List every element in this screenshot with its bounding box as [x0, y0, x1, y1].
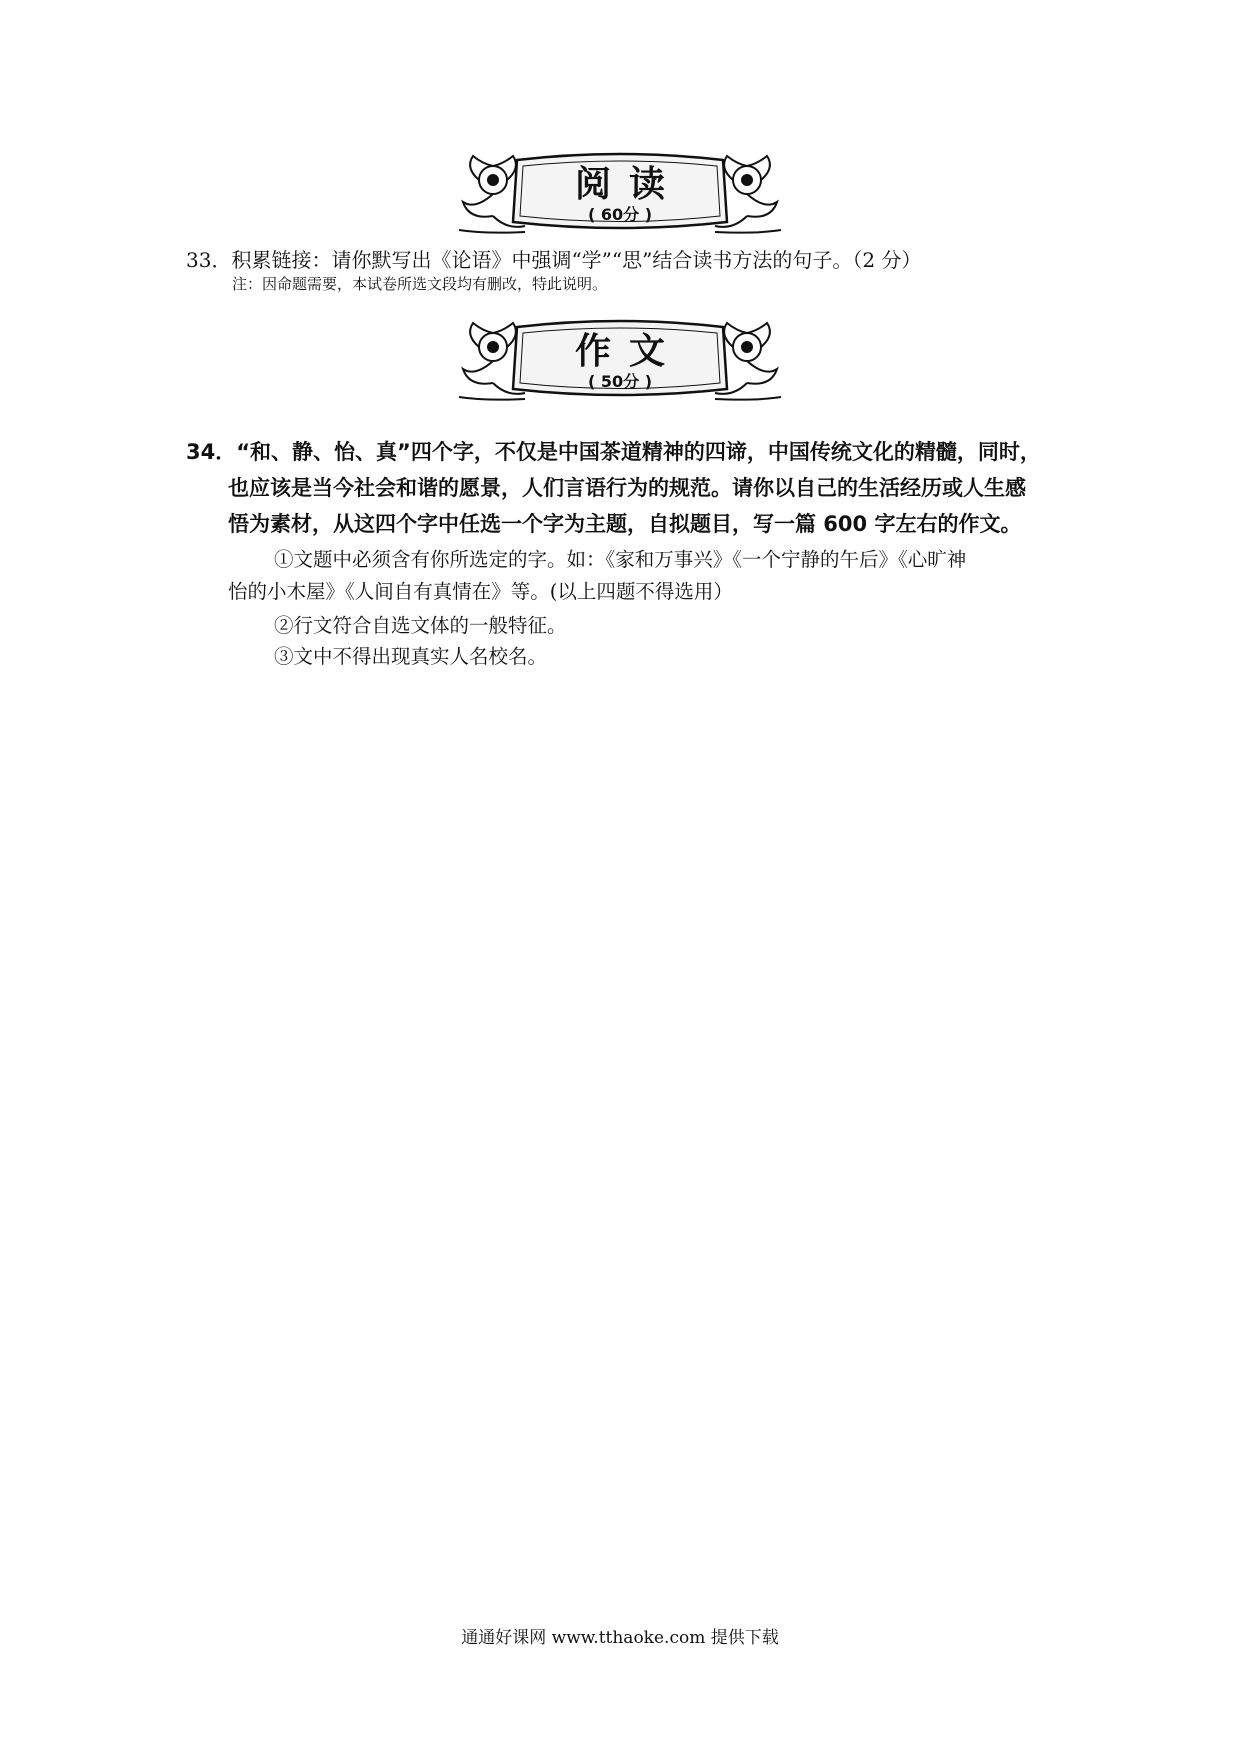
question-34-line-2: 也应该是当今社会和谐的愿景，人们言语行为的规范。请你以自己的生活经历或人生感	[228, 476, 1026, 500]
question-33-text: 33．积累链接：请你默写出《论语》中强调“学”“思”结合读书方法的句子。（2 分）	[186, 248, 922, 272]
requirement-1-line-2: 怡的小木屋》《人间自有真情在》等。(以上四题不得选用）	[228, 580, 733, 603]
question-34-line-1: 34．“和、静、怡、真”四个字，不仅是中国茶道精神的四谛，中国传统文化的精髓，同时，	[186, 440, 1041, 464]
writing-section-banner	[455, 317, 785, 403]
writing-section-score: ( 50分 )	[587, 372, 653, 391]
requirement-3: ③文中不得出现真实人名校名。	[274, 645, 548, 668]
reading-section-title: 阅读	[574, 163, 683, 205]
download-footer: 通通好课网 www.tthaoke.com 提供下载	[461, 1628, 779, 1648]
requirement-1-line-1: ①文题中必须含有你所选定的字。如：《家和万事兴》《一个宁静的午后》《心旷神	[274, 548, 967, 571]
question-34-line-3: 悟为素材，从这四个字中任选一个字为主题，自拟题目，写一篇 600 字左右的作文。	[228, 512, 1022, 536]
edit-note: 注：因命题需要，本试卷所选文段均有删改，特此说明。	[232, 275, 608, 293]
reading-section-banner	[455, 150, 785, 236]
requirement-2: ②行文符合自选文体的一般特征。	[274, 614, 567, 637]
reading-section-score: ( 60分 )	[587, 205, 653, 224]
writing-section-title: 作文	[574, 330, 683, 372]
